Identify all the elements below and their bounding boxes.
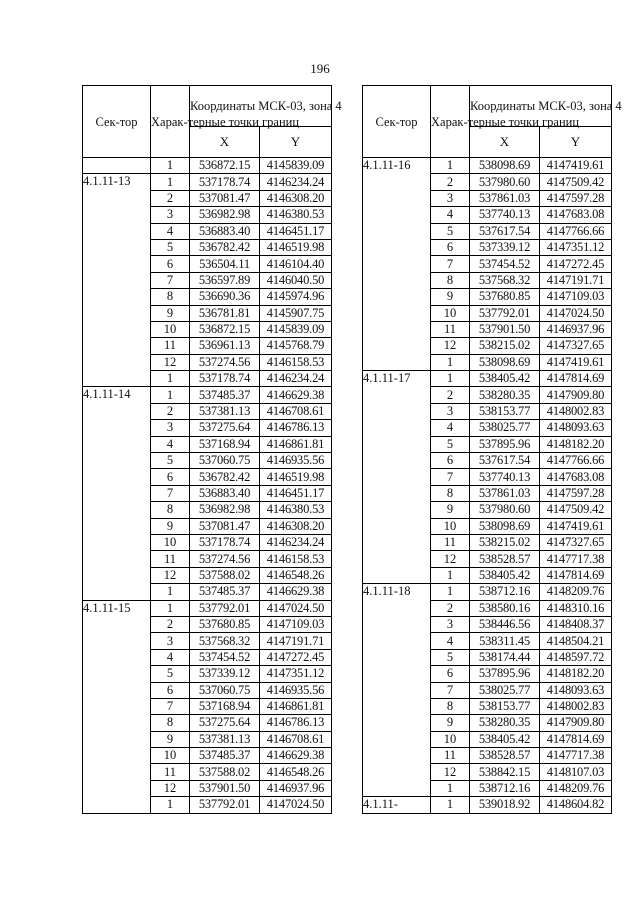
- y-coordinate-cell: 4147814.69: [540, 371, 612, 387]
- y-coordinate-cell: 4146380.53: [260, 207, 332, 223]
- x-coordinate-cell: 538405.42: [470, 567, 540, 583]
- table-row: [83, 158, 332, 174]
- y-coordinate-cell: 4147683.08: [540, 469, 612, 485]
- x-coordinate-cell: 538712.16: [470, 584, 540, 600]
- y-coordinate-cell: 4148002.83: [540, 698, 612, 714]
- coordinates-table-right: [362, 85, 622, 814]
- y-coordinate-cell: 4147109.03: [540, 289, 612, 305]
- y-coordinate-cell: 4148597.72: [540, 649, 612, 665]
- x-coordinate-cell: 537588.02: [190, 764, 260, 780]
- x-coordinate-cell: 538311.45: [470, 633, 540, 649]
- x-coordinate-cell: 536781.81: [190, 305, 260, 321]
- y-coordinate-cell: 4146548.26: [260, 567, 332, 583]
- point-number-cell: 8: [151, 715, 190, 731]
- header-x: X: [470, 127, 540, 158]
- x-coordinate-cell: 537980.60: [470, 502, 540, 518]
- point-number-cell: 3: [431, 190, 470, 206]
- point-number-cell: 1: [431, 158, 470, 174]
- x-coordinate-cell: 537861.03: [470, 485, 540, 501]
- y-coordinate-cell: 4146861.81: [260, 436, 332, 452]
- table-row: [83, 387, 332, 403]
- point-number-cell: 2: [431, 387, 470, 403]
- x-coordinate-cell: 538153.77: [470, 698, 540, 714]
- point-number-cell: 8: [431, 272, 470, 288]
- y-coordinate-cell: 4146708.61: [260, 403, 332, 419]
- y-coordinate-cell: 4148107.03: [540, 764, 612, 780]
- point-number-cell: 12: [431, 551, 470, 567]
- x-coordinate-cell: 537339.12: [470, 239, 540, 255]
- y-coordinate-cell: 4148408.37: [540, 616, 612, 632]
- x-coordinate-cell: 537060.75: [190, 453, 260, 469]
- x-coordinate-cell: 538842.15: [470, 764, 540, 780]
- y-coordinate-cell: 4147683.08: [540, 207, 612, 223]
- point-number-cell: 12: [431, 338, 470, 354]
- point-number-cell: 1: [151, 174, 190, 190]
- header-y: Y: [540, 127, 612, 158]
- x-coordinate-cell: 538153.77: [470, 403, 540, 419]
- x-coordinate-cell: 538280.35: [470, 715, 540, 731]
- point-number-cell: 11: [151, 551, 190, 567]
- y-coordinate-cell: 4148093.63: [540, 420, 612, 436]
- y-coordinate-cell: 4148093.63: [540, 682, 612, 698]
- x-coordinate-cell: 537274.56: [190, 551, 260, 567]
- x-coordinate-cell: 538280.35: [470, 387, 540, 403]
- x-coordinate-cell: 538405.42: [470, 731, 540, 747]
- x-coordinate-cell: 537275.64: [190, 420, 260, 436]
- point-number-cell: 11: [151, 338, 190, 354]
- x-coordinate-cell: 536782.42: [190, 469, 260, 485]
- y-coordinate-cell: 4145839.09: [260, 321, 332, 337]
- y-coordinate-cell: 4147272.45: [260, 649, 332, 665]
- point-number-cell: 4: [431, 633, 470, 649]
- x-coordinate-cell: 536982.98: [190, 502, 260, 518]
- point-number-cell: 3: [151, 633, 190, 649]
- header-coordinates: Координаты МСК-03, зона 4: [190, 86, 332, 127]
- point-number-cell: 7: [151, 272, 190, 288]
- x-coordinate-cell: 536504.11: [190, 256, 260, 272]
- x-coordinate-cell: 538215.02: [470, 338, 540, 354]
- point-number-cell: 3: [151, 420, 190, 436]
- point-number-cell: 4: [431, 420, 470, 436]
- y-coordinate-cell: 4146380.53: [260, 502, 332, 518]
- x-coordinate-cell: 537901.50: [190, 780, 260, 796]
- x-coordinate-cell: 536690.36: [190, 289, 260, 305]
- x-coordinate-cell: 536872.15: [190, 321, 260, 337]
- x-coordinate-cell: 536883.40: [190, 485, 260, 501]
- x-coordinate-cell: 536961.13: [190, 338, 260, 354]
- y-coordinate-cell: 4147909.80: [540, 387, 612, 403]
- y-coordinate-cell: 4145974.96: [260, 289, 332, 305]
- point-number-cell: 10: [151, 321, 190, 337]
- point-number-cell: 1: [431, 354, 470, 370]
- y-coordinate-cell: 4146234.24: [260, 174, 332, 190]
- x-coordinate-cell: 538215.02: [470, 534, 540, 550]
- y-coordinate-cell: 4147909.80: [540, 715, 612, 731]
- y-coordinate-cell: 4148182.20: [540, 666, 612, 682]
- point-number-cell: 1: [431, 780, 470, 796]
- y-coordinate-cell: 4147509.42: [540, 174, 612, 190]
- sector-cell: 4.1.11-16: [363, 158, 431, 371]
- point-number-cell: 5: [151, 453, 190, 469]
- x-coordinate-cell: 537178.74: [190, 174, 260, 190]
- point-number-cell: 12: [151, 354, 190, 370]
- x-coordinate-cell: 537485.37: [190, 387, 260, 403]
- y-coordinate-cell: 4146308.20: [260, 518, 332, 534]
- sector-cell: [83, 158, 151, 174]
- y-coordinate-cell: 4145839.09: [260, 158, 332, 174]
- point-number-cell: 5: [431, 223, 470, 239]
- point-number-cell: 11: [431, 321, 470, 337]
- x-coordinate-cell: 537454.52: [470, 256, 540, 272]
- point-number-cell: 1: [431, 797, 470, 813]
- point-number-cell: 1: [151, 600, 190, 616]
- y-coordinate-cell: 4147717.38: [540, 748, 612, 764]
- point-number-cell: 4: [151, 223, 190, 239]
- point-number-cell: 7: [431, 256, 470, 272]
- x-coordinate-cell: 538025.77: [470, 420, 540, 436]
- point-number-cell: 10: [151, 534, 190, 550]
- point-number-cell: 11: [431, 534, 470, 550]
- y-coordinate-cell: 4147597.28: [540, 190, 612, 206]
- x-coordinate-cell: 538528.57: [470, 748, 540, 764]
- x-coordinate-cell: 536872.15: [190, 158, 260, 174]
- y-coordinate-cell: 4146786.13: [260, 420, 332, 436]
- x-coordinate-cell: 538712.16: [470, 780, 540, 796]
- x-coordinate-cell: 538025.77: [470, 682, 540, 698]
- y-coordinate-cell: 4147024.50: [540, 305, 612, 321]
- y-coordinate-cell: 4145768.79: [260, 338, 332, 354]
- y-coordinate-cell: 4148604.82: [540, 797, 612, 813]
- y-coordinate-cell: 4147766.66: [540, 223, 612, 239]
- y-coordinate-cell: 4146158.53: [260, 354, 332, 370]
- x-coordinate-cell: 537980.60: [470, 174, 540, 190]
- x-coordinate-cell: 537895.96: [470, 436, 540, 452]
- y-coordinate-cell: 4148182.20: [540, 436, 612, 452]
- x-coordinate-cell: 538098.69: [470, 354, 540, 370]
- x-coordinate-cell: 537568.32: [190, 633, 260, 649]
- x-coordinate-cell: 536782.42: [190, 239, 260, 255]
- coordinates-table-left: [82, 85, 342, 814]
- x-coordinate-cell: 537901.50: [470, 321, 540, 337]
- point-number-cell: 2: [431, 600, 470, 616]
- point-number-cell: 11: [151, 764, 190, 780]
- y-coordinate-cell: 4146040.50: [260, 272, 332, 288]
- x-coordinate-cell: 537617.54: [470, 223, 540, 239]
- point-number-cell: 1: [431, 371, 470, 387]
- x-coordinate-cell: 537381.13: [190, 403, 260, 419]
- point-number-cell: 1: [151, 387, 190, 403]
- header-y: Y: [260, 127, 332, 158]
- y-coordinate-cell: 4147717.38: [540, 551, 612, 567]
- x-coordinate-cell: 537381.13: [190, 731, 260, 747]
- point-number-cell: 12: [431, 764, 470, 780]
- y-coordinate-cell: 4146935.56: [260, 682, 332, 698]
- point-number-cell: 5: [151, 239, 190, 255]
- table-row: [363, 797, 612, 813]
- y-coordinate-cell: 4147597.28: [540, 485, 612, 501]
- point-number-cell: 2: [151, 616, 190, 632]
- point-number-cell: 1: [151, 797, 190, 813]
- x-coordinate-cell: 537680.85: [470, 289, 540, 305]
- header-points: Харак-терные точки границ: [431, 86, 470, 158]
- x-coordinate-cell: 537168.94: [190, 698, 260, 714]
- y-coordinate-cell: 4148504.21: [540, 633, 612, 649]
- point-number-cell: 5: [431, 436, 470, 452]
- point-number-cell: 1: [431, 584, 470, 600]
- sector-cell: 4.1.11-15: [83, 600, 151, 813]
- y-coordinate-cell: 4147191.71: [260, 633, 332, 649]
- page-number: 196: [310, 61, 330, 76]
- x-coordinate-cell: 536597.89: [190, 272, 260, 288]
- y-coordinate-cell: 4147191.71: [540, 272, 612, 288]
- y-coordinate-cell: 4147272.45: [540, 256, 612, 272]
- point-number-cell: 12: [151, 567, 190, 583]
- point-number-cell: 7: [151, 698, 190, 714]
- sector-cell: 4.1.11-18: [363, 584, 431, 797]
- x-coordinate-cell: 538174.44: [470, 649, 540, 665]
- x-coordinate-cell: 537178.74: [190, 371, 260, 387]
- point-number-cell: 9: [151, 731, 190, 747]
- y-coordinate-cell: 4146548.26: [260, 764, 332, 780]
- x-coordinate-cell: 537740.13: [470, 469, 540, 485]
- point-number-cell: 6: [151, 682, 190, 698]
- y-coordinate-cell: 4146937.96: [260, 780, 332, 796]
- y-coordinate-cell: 4146861.81: [260, 698, 332, 714]
- x-coordinate-cell: 537792.01: [190, 797, 260, 813]
- y-coordinate-cell: 4147419.61: [540, 518, 612, 534]
- y-coordinate-cell: 4146935.56: [260, 453, 332, 469]
- y-coordinate-cell: 4147814.69: [540, 731, 612, 747]
- x-coordinate-cell: 537081.47: [190, 518, 260, 534]
- sector-cell: 4.1.11-13: [83, 174, 151, 387]
- y-coordinate-cell: 4147814.69: [540, 567, 612, 583]
- x-coordinate-cell: 537617.54: [470, 453, 540, 469]
- point-number-cell: 7: [151, 485, 190, 501]
- y-coordinate-cell: 4145907.75: [260, 305, 332, 321]
- x-coordinate-cell: 537275.64: [190, 715, 260, 731]
- point-number-cell: 1: [151, 158, 190, 174]
- table-row: [363, 158, 612, 174]
- x-coordinate-cell: 537274.56: [190, 354, 260, 370]
- x-coordinate-cell: 537060.75: [190, 682, 260, 698]
- y-coordinate-cell: 4147024.50: [260, 600, 332, 616]
- header-sector: Сек-тор: [363, 86, 431, 158]
- sector-cell: 4.1.11-14: [83, 387, 151, 600]
- point-number-cell: 1: [151, 584, 190, 600]
- y-coordinate-cell: 4146158.53: [260, 551, 332, 567]
- point-number-cell: 8: [431, 485, 470, 501]
- point-number-cell: 7: [431, 682, 470, 698]
- point-number-cell: 1: [431, 567, 470, 583]
- x-coordinate-cell: 537485.37: [190, 584, 260, 600]
- y-coordinate-cell: 4146451.17: [260, 223, 332, 239]
- point-number-cell: 10: [431, 305, 470, 321]
- y-coordinate-cell: 4147351.12: [260, 666, 332, 682]
- header-x: X: [190, 127, 260, 158]
- point-number-cell: 4: [431, 207, 470, 223]
- x-coordinate-cell: 538098.69: [470, 158, 540, 174]
- y-coordinate-cell: 4147109.03: [260, 616, 332, 632]
- x-coordinate-cell: 537895.96: [470, 666, 540, 682]
- y-coordinate-cell: 4147327.65: [540, 534, 612, 550]
- point-number-cell: 6: [431, 666, 470, 682]
- x-coordinate-cell: 537792.01: [190, 600, 260, 616]
- y-coordinate-cell: 4146519.98: [260, 239, 332, 255]
- point-number-cell: 3: [431, 403, 470, 419]
- point-number-cell: 10: [431, 518, 470, 534]
- x-coordinate-cell: 537081.47: [190, 190, 260, 206]
- y-coordinate-cell: 4146708.61: [260, 731, 332, 747]
- point-number-cell: 7: [431, 469, 470, 485]
- x-coordinate-cell: 538098.69: [470, 518, 540, 534]
- point-number-cell: 12: [151, 780, 190, 796]
- point-number-cell: 6: [151, 469, 190, 485]
- y-coordinate-cell: 4147351.12: [540, 239, 612, 255]
- y-coordinate-cell: 4146234.24: [260, 371, 332, 387]
- x-coordinate-cell: 537680.85: [190, 616, 260, 632]
- x-coordinate-cell: 537178.74: [190, 534, 260, 550]
- y-coordinate-cell: 4146629.38: [260, 387, 332, 403]
- point-number-cell: 9: [431, 289, 470, 305]
- table-row: [363, 584, 612, 600]
- point-number-cell: 6: [431, 239, 470, 255]
- point-number-cell: 5: [431, 649, 470, 665]
- x-coordinate-cell: 537454.52: [190, 649, 260, 665]
- y-coordinate-cell: 4148310.16: [540, 600, 612, 616]
- point-number-cell: 4: [151, 436, 190, 452]
- sector-cell: 4.1.11-17: [363, 371, 431, 584]
- x-coordinate-cell: 536982.98: [190, 207, 260, 223]
- point-number-cell: 8: [151, 289, 190, 305]
- y-coordinate-cell: 4146451.17: [260, 485, 332, 501]
- point-number-cell: 9: [151, 305, 190, 321]
- y-coordinate-cell: 4148002.83: [540, 403, 612, 419]
- x-coordinate-cell: 537861.03: [470, 190, 540, 206]
- y-coordinate-cell: 4146234.24: [260, 534, 332, 550]
- point-number-cell: 10: [431, 731, 470, 747]
- sector-cell: 4.1.11-: [363, 797, 431, 813]
- y-coordinate-cell: 4147024.50: [260, 797, 332, 813]
- point-number-cell: 11: [431, 748, 470, 764]
- table-row: [363, 371, 612, 387]
- point-number-cell: 9: [431, 715, 470, 731]
- point-number-cell: 2: [431, 174, 470, 190]
- point-number-cell: 10: [151, 748, 190, 764]
- point-number-cell: 2: [151, 190, 190, 206]
- x-coordinate-cell: 537168.94: [190, 436, 260, 452]
- x-coordinate-cell: 538405.42: [470, 371, 540, 387]
- y-coordinate-cell: 4147509.42: [540, 502, 612, 518]
- x-coordinate-cell: 538528.57: [470, 551, 540, 567]
- point-number-cell: 9: [151, 518, 190, 534]
- x-coordinate-cell: 536883.40: [190, 223, 260, 239]
- y-coordinate-cell: 4146519.98: [260, 469, 332, 485]
- point-number-cell: 6: [151, 256, 190, 272]
- point-number-cell: 5: [151, 666, 190, 682]
- y-coordinate-cell: 4146629.38: [260, 584, 332, 600]
- x-coordinate-cell: 539018.92: [470, 797, 540, 813]
- point-number-cell: 2: [151, 403, 190, 419]
- header-coordinates: Координаты МСК-03, зона 4: [470, 86, 612, 127]
- x-coordinate-cell: 537568.32: [470, 272, 540, 288]
- x-coordinate-cell: 537339.12: [190, 666, 260, 682]
- y-coordinate-cell: 4147766.66: [540, 453, 612, 469]
- point-number-cell: 8: [151, 502, 190, 518]
- table-row: [83, 600, 332, 616]
- x-coordinate-cell: 538580.16: [470, 600, 540, 616]
- table-row: [83, 174, 332, 190]
- y-coordinate-cell: 4148209.76: [540, 584, 612, 600]
- point-number-cell: 9: [431, 502, 470, 518]
- x-coordinate-cell: 537485.37: [190, 748, 260, 764]
- y-coordinate-cell: 4147419.61: [540, 158, 612, 174]
- x-coordinate-cell: 537792.01: [470, 305, 540, 321]
- y-coordinate-cell: 4146104.40: [260, 256, 332, 272]
- y-coordinate-cell: 4146308.20: [260, 190, 332, 206]
- point-number-cell: 3: [151, 207, 190, 223]
- y-coordinate-cell: 4147419.61: [540, 354, 612, 370]
- y-coordinate-cell: 4146786.13: [260, 715, 332, 731]
- x-coordinate-cell: 538446.56: [470, 616, 540, 632]
- header-points: Харак-терные точки границ: [151, 86, 190, 158]
- header-sector: Сек-тор: [83, 86, 151, 158]
- y-coordinate-cell: 4146937.96: [540, 321, 612, 337]
- y-coordinate-cell: 4148209.76: [540, 780, 612, 796]
- point-number-cell: 8: [431, 698, 470, 714]
- point-number-cell: 1: [151, 371, 190, 387]
- x-coordinate-cell: 537588.02: [190, 567, 260, 583]
- y-coordinate-cell: 4146629.38: [260, 748, 332, 764]
- point-number-cell: 3: [431, 616, 470, 632]
- point-number-cell: 6: [431, 453, 470, 469]
- point-number-cell: 4: [151, 649, 190, 665]
- y-coordinate-cell: 4147327.65: [540, 338, 612, 354]
- x-coordinate-cell: 537740.13: [470, 207, 540, 223]
